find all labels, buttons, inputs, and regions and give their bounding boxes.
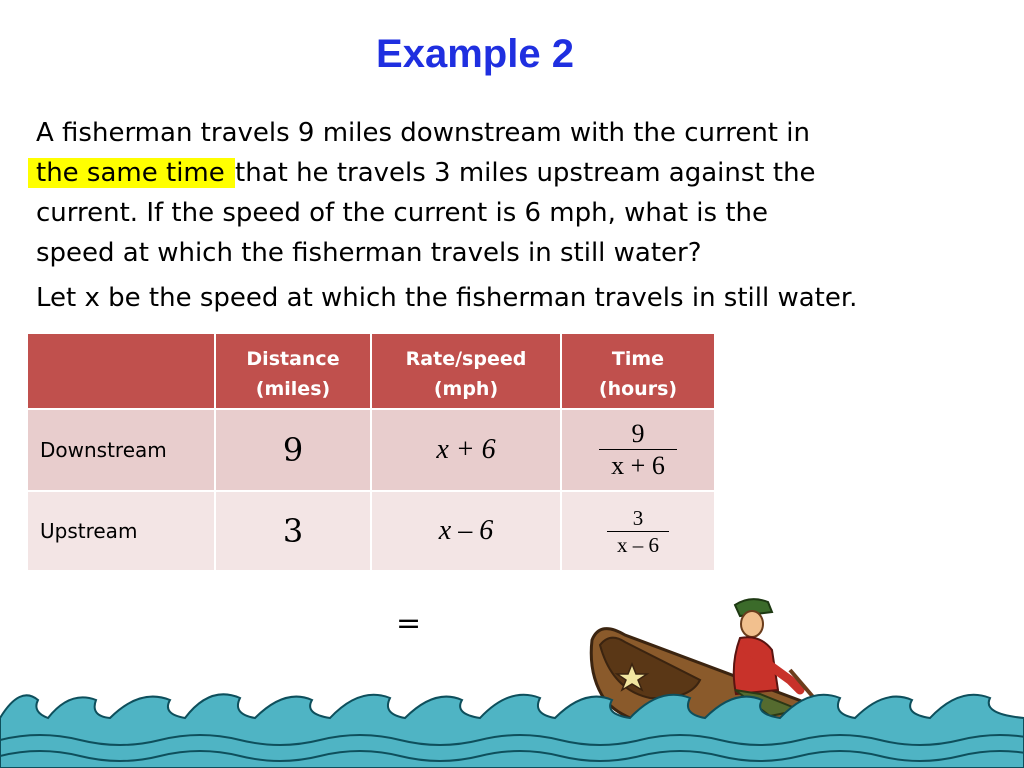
cell-distance-upstream: 3 [215,491,371,571]
cell-rate-upstream: x – 6 [371,491,561,571]
cell-distance-downstream: 9 [215,409,371,491]
row-label-downstream: Downstream [27,409,215,491]
problem-line-4: speed at which the fisherman travels in still water? [36,238,702,268]
cell-time-upstream [561,491,715,571]
header-empty [27,333,215,409]
let-statement: Let x be the speed at which the fisherman travels in still water. [36,283,858,313]
waves-icon [0,694,1024,768]
table-row [27,491,715,571]
problem-line-3: current. If the speed of the current is 6 mph, what is the [36,198,768,228]
rate-time-distance-table [26,332,716,572]
table-row [27,409,715,491]
row-label-upstream: Upstream [27,491,215,571]
slide-title: Example 2 [376,32,574,76]
time-fraction: $\frac{9}{x + 6}$ [599,419,677,482]
header-rate: Rate/speed (mph) [371,333,561,409]
problem-line-1: A fisherman travels 9 miles downstream with the current in [36,118,810,148]
fisherman-boat-illustration [0,590,1024,768]
header-time: Time (hours) [561,333,715,409]
equals-sign: = [396,606,422,641]
highlighted-phrase: the same time [28,158,235,188]
time-fraction: $\frac{3}{x - 6}$ [607,505,669,558]
cell-time-downstream [561,409,715,491]
cell-rate-downstream: x + 6 [371,409,561,491]
problem-statement [36,113,996,273]
table-header-row [27,333,715,409]
header-distance: Distance (miles) [215,333,371,409]
problem-line-2: the same time that he travels 3 miles upstream against the [36,153,996,193]
